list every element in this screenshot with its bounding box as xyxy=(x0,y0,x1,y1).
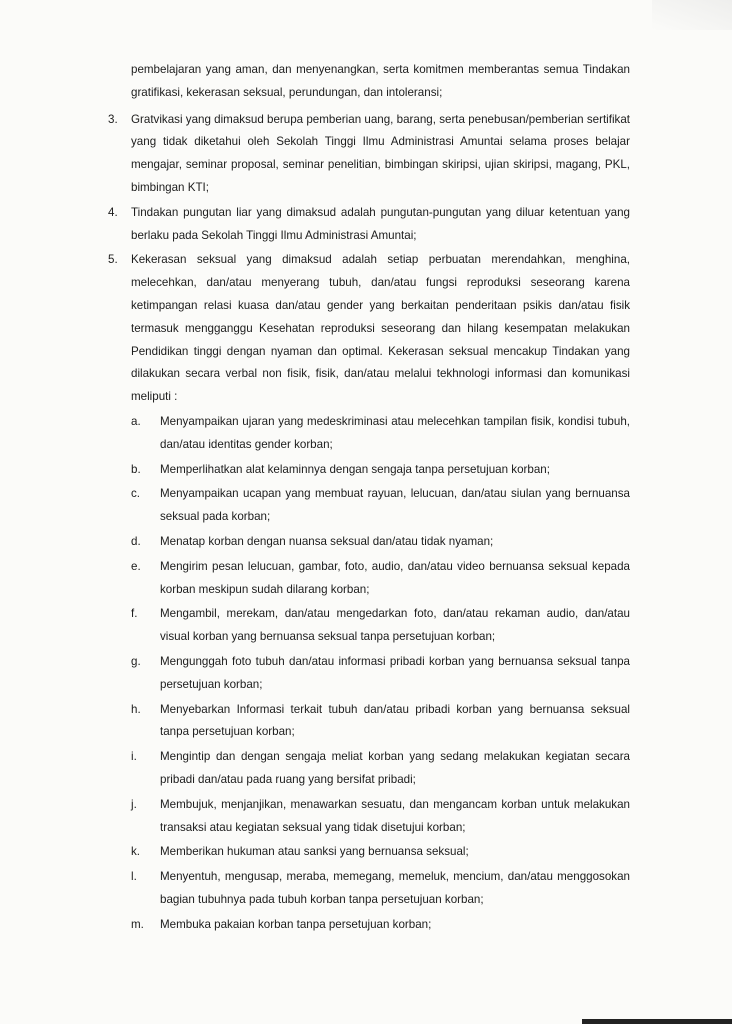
sub-item-text: Mengirim pesan lelucuan, gambar, foto, audio, dan/atau video bernuansa seksual kepada korban meskipun sudah dilarang korban; xyxy=(160,559,630,596)
sub-item-text: Memberikan hukuman atau sanksi yang bernuansa seksual; xyxy=(160,845,469,859)
sub-marker: f. xyxy=(131,607,138,621)
sub-item-text: Memperlihatkan alat kelaminnya dengan sengaja tanpa persetujuan korban; xyxy=(160,462,550,476)
sub-item-text: Mengunggah foto tubuh dan/atau informasi pribadi korban yang bernuansa seksual tanpa persetujuan korban; xyxy=(160,654,630,691)
scan-edge-bar xyxy=(582,1019,732,1024)
list-item-4 xyxy=(108,202,630,248)
sub-item-c xyxy=(131,483,630,529)
sub-item-text: Membuka pakaian korban tanpa persetujuan korban; xyxy=(160,917,432,931)
list-item-5 xyxy=(108,249,630,409)
sub-marker: m. xyxy=(131,917,144,931)
sub-marker: b. xyxy=(131,462,141,476)
sub-marker: g. xyxy=(131,654,141,668)
sub-marker: e. xyxy=(131,559,141,573)
sub-item-text: Menatap korban dengan nuansa seksual dan/atau tidak nyaman; xyxy=(160,534,494,548)
sub-item-m xyxy=(131,914,630,937)
sub-marker: a. xyxy=(131,414,141,428)
sub-marker: c. xyxy=(131,487,141,501)
list-marker: 5. xyxy=(108,253,118,267)
sub-item-text: Mengintip dan dengan sengaja meliat korban yang sedang melakukan kegiatan secara pribadi dan/atau pada ruang yang bersifat pribadi; xyxy=(160,750,630,786)
sub-item-i xyxy=(131,746,630,792)
sub-marker: k. xyxy=(131,845,141,859)
list-item-text: Gratvikasi yang dimaksud berupa pemberian uang, barang, serta penebusan/pemberian sertifikat yang tidak diketahui oleh Sekolah Tinggi Ilmu Administrasi Amuntai selama proses belajar mengajar, seminar proposal, seminar penelitian, bimbingan skiripsi, ujian skiripsi, magang, PKL, bimbingan KTI; xyxy=(131,112,630,194)
sub-marker: i. xyxy=(131,750,137,764)
sub-item-b xyxy=(131,459,630,482)
sub-marker: l. xyxy=(131,870,137,884)
sub-item-j xyxy=(131,794,630,840)
sub-item-g xyxy=(131,651,630,697)
list-marker: 3. xyxy=(108,112,118,126)
sub-item-text: Membujuk, menjanjikan, menawarkan sesuatu, dan mengancam korban untuk melakukan transaksi atau kegiatan seksual yang tidak disetujui korban; xyxy=(160,797,630,834)
sub-item-text: Menyampaikan ujaran yang medeskriminasi atau melecehkan tampilan fisik, kondisi tubuh, dan/atau identitas gender korban; xyxy=(160,414,630,451)
sub-marker: d. xyxy=(131,534,141,548)
sub-item-e xyxy=(131,556,630,602)
document-body xyxy=(108,59,630,936)
sub-marker: j. xyxy=(131,797,137,811)
list-item-text: Tindakan pungutan liar yang dimaksud adalah pungutan-pungutan yang diluar ketentuan yang berlaku pada Sekolah Tinggi Ilmu Administrasi Amuntai; xyxy=(131,205,630,242)
list-marker: 4. xyxy=(108,205,118,219)
sub-item-text: Menyentuh, mengusap, meraba, memegang, memeluk, mencium, dan/atau menggosokan bagian tubuhnya pada tubuh korban tanpa persetujuan korban; xyxy=(160,870,630,906)
sub-item-a xyxy=(131,411,630,457)
list-item-3 xyxy=(108,109,630,200)
sub-marker: h. xyxy=(131,702,141,716)
scan-shadow xyxy=(652,0,732,30)
continued-paragraph: pembelajaran yang aman, dan menyenangkan, serta komitmen memberantas semua Tindakan gratifikasi, kekerasan seksual, perundungan, dan intoleransi; xyxy=(131,63,630,99)
sub-item-text: Menyampaikan ucapan yang membuat rayuan, lelucuan, dan/atau siulan yang bernuansa seksual pada korban; xyxy=(160,487,630,524)
sub-item-text: Menyebarkan Informasi terkait tubuh dan/atau pribadi korban yang bernuansa seksual tanpa persetujuan korban; xyxy=(160,702,630,739)
sub-item-f xyxy=(131,603,630,649)
sub-item-k xyxy=(131,841,630,864)
sub-item-text: Mengambil, merekam, dan/atau mengedarkan foto, dan/atau rekaman audio, dan/atau visual korban yang bernuansa seksual tanpa persetujuan korban; xyxy=(160,607,630,644)
sub-item-l xyxy=(131,866,630,912)
list-item-text: Kekerasan seksual yang dimaksud adalah setiap perbuatan merendahkan, menghina, melecehkan, dan/atau menyerang tubuh, dan/atau fungsi reproduksi seseorang karena ketimpangan relasi kuasa dan/atau gender yang berkaitan penderitaan psikis dan/atau fisik termasuk mengganggu Kesehatan reproduksi seseorang dan hilang kesempatan melakukan Pendidikan tinggi dengan nyaman dan optimal. Kekerasan seksual mencakup Tindakan yang dilakukan secara verbal non fisik, fisik, dan/atau melalui tekhnologi informasi dan komunikasi meliputi : xyxy=(131,253,630,404)
sub-item-d xyxy=(131,531,630,554)
sub-item-h xyxy=(131,699,630,745)
